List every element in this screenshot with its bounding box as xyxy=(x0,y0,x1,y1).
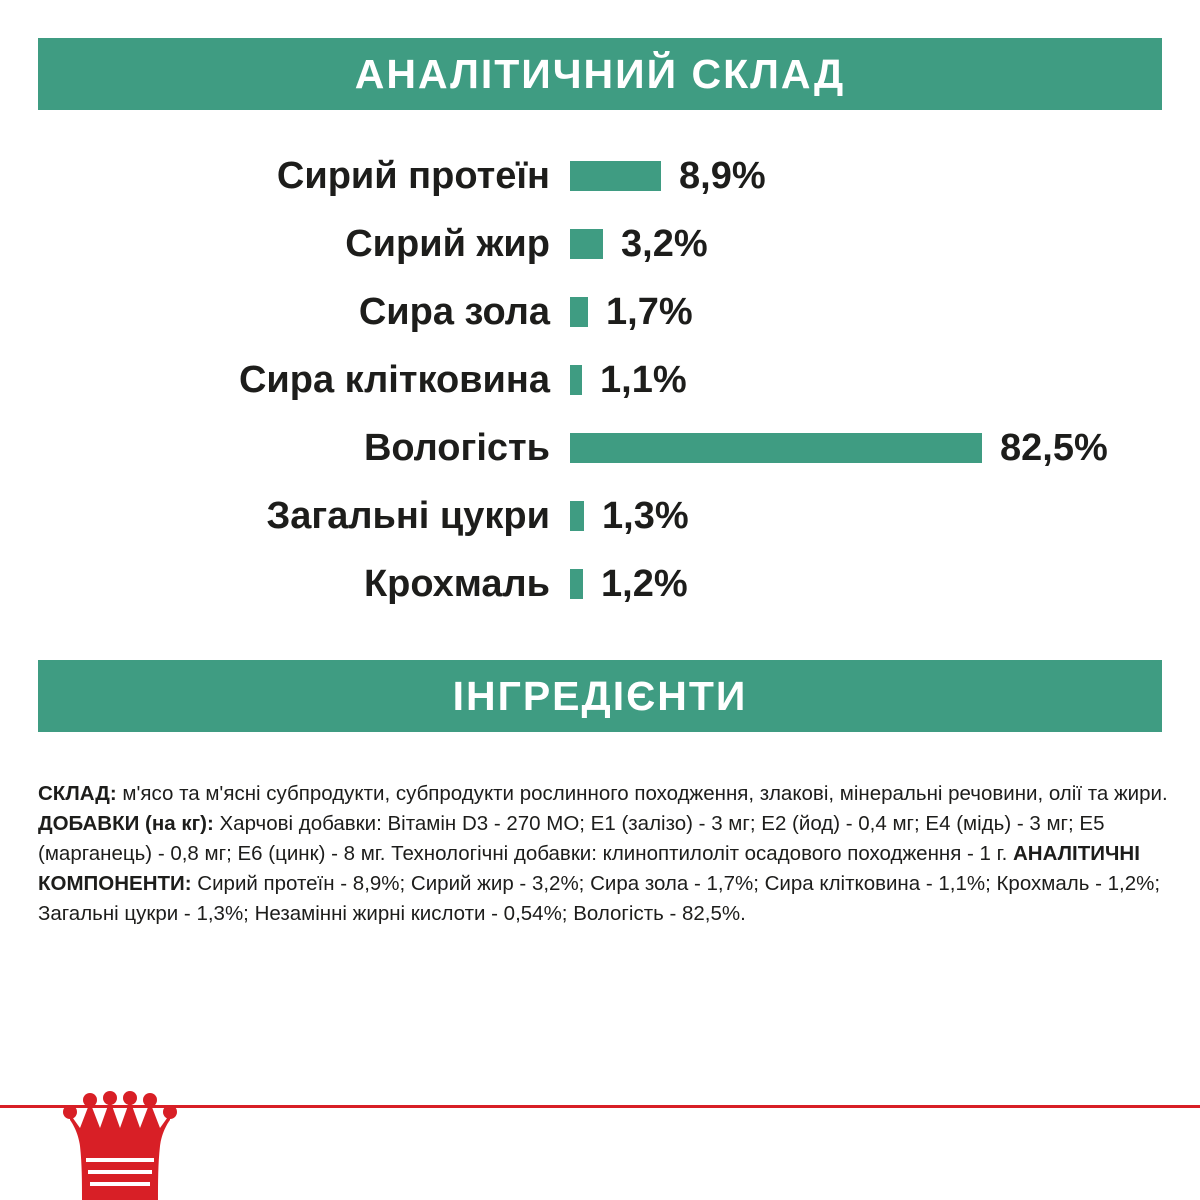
chart-row-label: Загальні цукри xyxy=(266,494,550,537)
chart-bar xyxy=(570,161,661,191)
chart-bar xyxy=(570,433,982,463)
chart-row-label: Сирий протеїн xyxy=(276,154,550,197)
composition-label: СКЛАД: xyxy=(38,781,117,805)
analytical-composition-chart xyxy=(0,142,1200,618)
additives-text: Харчові добавки: Вітамін D3 - 270 МО; Е1 (залізо) - 3 мг; Е2 (йод) - 0,4 мг; Е4 (мідь) - 3 мг; Е5 (марганець) - 0,8 мг; Е6 (цинк) - 8 мг. Технологічні добавки: клиноптилоліт осадового походження - 1 г. xyxy=(38,811,1105,865)
ingredients-banner: ІНГРЕДІЄНТИ xyxy=(38,660,1162,732)
chart-row xyxy=(0,210,1200,278)
chart-bar xyxy=(570,365,582,395)
analytical-composition-banner: АНАЛІТИЧНИЙ СКЛАД xyxy=(38,38,1162,110)
chart-bar xyxy=(570,501,584,531)
composition-text: м'ясо та м'ясні субпродукти, субпродукти рослинного походження, злакові, мінеральні речовини, олії та жири. xyxy=(116,781,1168,805)
chart-row-value: 1,2% xyxy=(601,562,688,605)
ingredients-text xyxy=(38,779,1168,929)
chart-row-value: 3,2% xyxy=(621,222,708,265)
chart-row xyxy=(0,482,1200,550)
royal-canin-crown-logo xyxy=(62,1090,182,1200)
chart-row xyxy=(0,346,1200,414)
chart-row-value: 1,7% xyxy=(606,290,693,333)
chart-bar-zone xyxy=(570,563,990,606)
chart-bar xyxy=(570,569,583,599)
chart-row xyxy=(0,278,1200,346)
chart-row-value: 82,5% xyxy=(1000,426,1108,469)
chart-bar xyxy=(570,297,588,327)
chart-row xyxy=(0,142,1200,210)
chart-row xyxy=(0,550,1200,618)
chart-bar-zone xyxy=(570,359,990,402)
chart-row xyxy=(0,414,1200,482)
chart-bar xyxy=(570,229,603,259)
chart-row-label: Крохмаль xyxy=(363,562,550,605)
chart-row-label: Сира клітковина xyxy=(238,358,550,401)
chart-row-value: 8,9% xyxy=(679,154,766,197)
chart-bar-zone xyxy=(570,291,990,334)
chart-row-value: 1,3% xyxy=(602,494,689,537)
chart-row-label: Вологість xyxy=(363,426,550,469)
additives-label: ДОБАВКИ (на кг): xyxy=(38,811,214,835)
analytical-components-text: Сирий протеїн - 8,9%; Сирий жир - 3,2%; Сира зола - 1,7%; Сира клітковина - 1,1%; Крохмаль - 1,2%; Загальні цукри - 1,3%; Незамінні жирні кислоти - 0,54%; Вологість - 82,5%. xyxy=(38,871,1161,925)
chart-row-value: 1,1% xyxy=(600,358,687,401)
chart-row-label: Сирий жир xyxy=(345,222,550,265)
chart-row-label: Сира зола xyxy=(358,290,550,333)
chart-bar-zone xyxy=(570,155,990,198)
chart-bar-zone xyxy=(570,495,990,538)
chart-bar-zone xyxy=(570,426,1108,470)
chart-bar-zone xyxy=(570,223,990,266)
analytical-components-label: АНАЛІТИЧНІ КОМПОНЕНТИ: xyxy=(38,841,1140,895)
